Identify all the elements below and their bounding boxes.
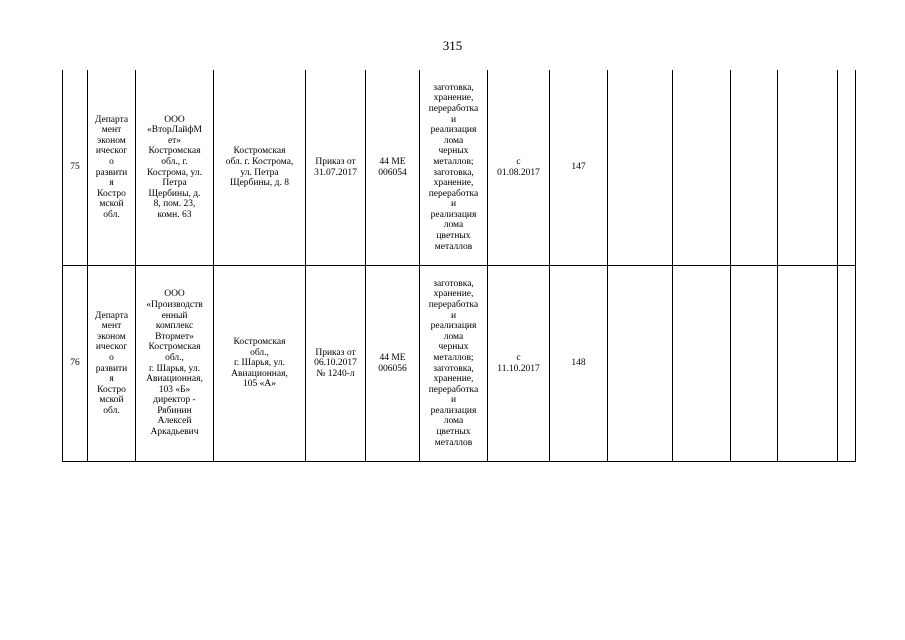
organization-name-line: Авиационная, [146, 374, 203, 385]
licensing-authority-line: ическог [95, 342, 128, 353]
empty-cell [608, 266, 673, 462]
licensing-authority-line: мской [99, 199, 124, 210]
licensed-activity-line: заготовка, [433, 82, 474, 93]
licensing-authority-line: развити [95, 363, 128, 374]
licensed-activity-line: лома [443, 220, 464, 231]
licensed-activity-cell [420, 266, 488, 462]
organization-name-line: ООО [164, 289, 185, 300]
order-reference-cell [306, 70, 366, 266]
organization-name-line: Алексей [157, 416, 192, 427]
empty-cell [673, 266, 731, 462]
licensed-activity-line: лома [443, 416, 464, 427]
entry-number-cell: 147 [550, 70, 608, 266]
activity-address-cell [214, 70, 306, 266]
licensing-authority-line: мской [99, 395, 124, 406]
licensing-authority-line: мент [101, 321, 122, 332]
licensed-activity-line: переработка [428, 103, 479, 114]
organization-name-line: комн. 63 [157, 209, 192, 220]
organization-name-line: «Производств [146, 299, 203, 310]
licensed-activity-line: заготовка, [433, 363, 474, 374]
licensed-activity-line: заготовка, [433, 167, 474, 178]
licensing-authority-line: я [109, 374, 114, 385]
licensed-activity-line: металлов; [433, 156, 474, 167]
activity-address-cell [214, 266, 306, 462]
licensing-authority-line: обл. [103, 405, 120, 416]
valid-from-date-line: 11.10.2017 [497, 363, 540, 374]
organization-name-line: Рябинин [157, 405, 192, 416]
licensed-activity-line: лома [443, 331, 464, 342]
license-number-line: 44 МЕ [379, 352, 406, 363]
organization-name-line: Кострома, ул. [146, 167, 202, 178]
license-number-line: 006054 [378, 167, 407, 178]
activity-address-line: Щербины, д. 8 [229, 178, 290, 189]
licensed-activity-line: реализация [430, 321, 477, 332]
licensing-authority-line: о [109, 156, 114, 167]
organization-name-cell [136, 70, 214, 266]
licensed-activity-line: хранение, [433, 178, 474, 189]
license-number-line: 006056 [378, 363, 407, 374]
organization-name-line: енный [161, 310, 188, 321]
page-number: 315 [442, 38, 463, 53]
organization-name-line: ООО [164, 114, 185, 125]
licensed-activity-line: и [450, 199, 457, 210]
licensed-activity-line: и [450, 114, 457, 125]
valid-from-date-line: с [516, 352, 521, 363]
license-registry-table [62, 70, 856, 462]
licensing-authority-line: я [109, 178, 114, 189]
license-number-cell [366, 266, 420, 462]
empty-cell [838, 266, 856, 462]
order-reference-line: № 1240-л [316, 368, 355, 379]
licensed-activity-line: заготовка, [433, 278, 474, 289]
licensed-activity-line: цветных [436, 231, 471, 242]
licensing-authority-line: обл. [103, 209, 120, 220]
licensed-activity-cell [420, 70, 488, 266]
activity-address-line: Авиационная, [231, 368, 288, 379]
empty-cell [778, 70, 838, 266]
licensed-activity-line: металлов; [433, 352, 474, 363]
licensing-authority-line: Костро [97, 188, 126, 199]
licensed-activity-line: лома [443, 135, 464, 146]
row-number-cell: 75 [63, 70, 88, 266]
organization-name-line: 8, пом. 23, [153, 199, 196, 210]
empty-cell [838, 70, 856, 266]
licensing-authority-line: мент [101, 125, 122, 136]
organization-name-line: Костромская [148, 146, 201, 157]
row-number-cell: 76 [63, 266, 88, 462]
licensed-activity-line: и [450, 395, 457, 406]
empty-cell [731, 70, 778, 266]
organization-name-line: Щербины, д. [148, 188, 201, 199]
licensing-authority-line: Костро [97, 384, 126, 395]
activity-address-line: Костромская [233, 146, 286, 157]
organization-name-line: директор - [153, 395, 196, 406]
organization-name-line: Петра [162, 178, 187, 189]
licensed-activity-line: хранение, [433, 289, 474, 300]
licensing-authority-line: эконом [97, 135, 126, 146]
licensed-activity-line: переработка [428, 384, 479, 395]
license-number-line: 44 МЕ [379, 156, 406, 167]
licensed-activity-line: реализация [430, 125, 477, 136]
licensed-activity-line: переработка [428, 188, 479, 199]
licensed-activity-line: хранение, [433, 374, 474, 385]
activity-address-line: обл., [250, 347, 269, 358]
license-number-cell [366, 70, 420, 266]
table-row [63, 266, 856, 462]
licensed-activity-line: черных [438, 342, 469, 353]
licensing-authority-line: развити [95, 167, 128, 178]
licensing-authority-line: эконом [97, 331, 126, 342]
organization-name-line: ет» [167, 135, 182, 146]
activity-address-line: обл. г. Кострома, [225, 156, 294, 167]
order-reference-line: 06.10.2017 [314, 358, 357, 369]
licensing-authority-line: Департа [94, 310, 129, 321]
empty-cell [731, 266, 778, 462]
organization-name-line: обл., г. [161, 156, 188, 167]
activity-address-line: ул. Петра [240, 167, 279, 178]
activity-address-line: 105 «А» [243, 379, 276, 390]
empty-cell [673, 70, 731, 266]
valid-from-date-line: с [516, 156, 521, 167]
organization-name-line: г. Шарья, ул. [148, 363, 201, 374]
order-reference-line: Приказ от [315, 156, 356, 167]
licensed-activity-line: реализация [430, 209, 477, 220]
organization-name-cell [136, 266, 214, 462]
licensed-activity-line: переработка [428, 299, 479, 310]
valid-from-date-line: 01.08.2017 [497, 167, 540, 178]
organization-name-line: «ВторЛайфМ [147, 125, 202, 136]
organization-name-line: комплекс [155, 321, 194, 332]
organization-name-line: обл., [165, 352, 184, 363]
licensing-authority-cell [88, 70, 136, 266]
licensed-activity-line: реализация [430, 405, 477, 416]
organization-name-line: 103 «Б» [158, 384, 191, 395]
activity-address-line: г. Шарья, ул. [233, 358, 286, 369]
valid-from-date-cell [488, 70, 550, 266]
organization-name-line: Костромская [148, 342, 201, 353]
licensed-activity-line: цветных [436, 427, 471, 438]
empty-cell [778, 266, 838, 462]
licensing-authority-line: ическог [95, 146, 128, 157]
licensing-authority-cell [88, 266, 136, 462]
registry-body [63, 70, 856, 462]
order-reference-cell [306, 266, 366, 462]
organization-name-line: Втормет» [155, 331, 194, 342]
licensed-activity-line: металлов [434, 241, 473, 252]
licensing-authority-line: Департа [94, 114, 129, 125]
table-row [63, 70, 856, 266]
activity-address-line: Костромская [233, 337, 286, 348]
organization-name-line: Аркадьевич [150, 427, 199, 438]
licensed-activity-line: металлов [434, 437, 473, 448]
valid-from-date-cell [488, 266, 550, 462]
order-reference-line: 31.07.2017 [314, 167, 357, 178]
licensing-authority-line: о [109, 352, 114, 363]
licensed-activity-line: и [450, 310, 457, 321]
entry-number-cell: 148 [550, 266, 608, 462]
licensed-activity-line: хранение, [433, 93, 474, 104]
order-reference-line: Приказ от [315, 347, 356, 358]
empty-cell [608, 70, 673, 266]
licensed-activity-line: черных [438, 146, 469, 157]
